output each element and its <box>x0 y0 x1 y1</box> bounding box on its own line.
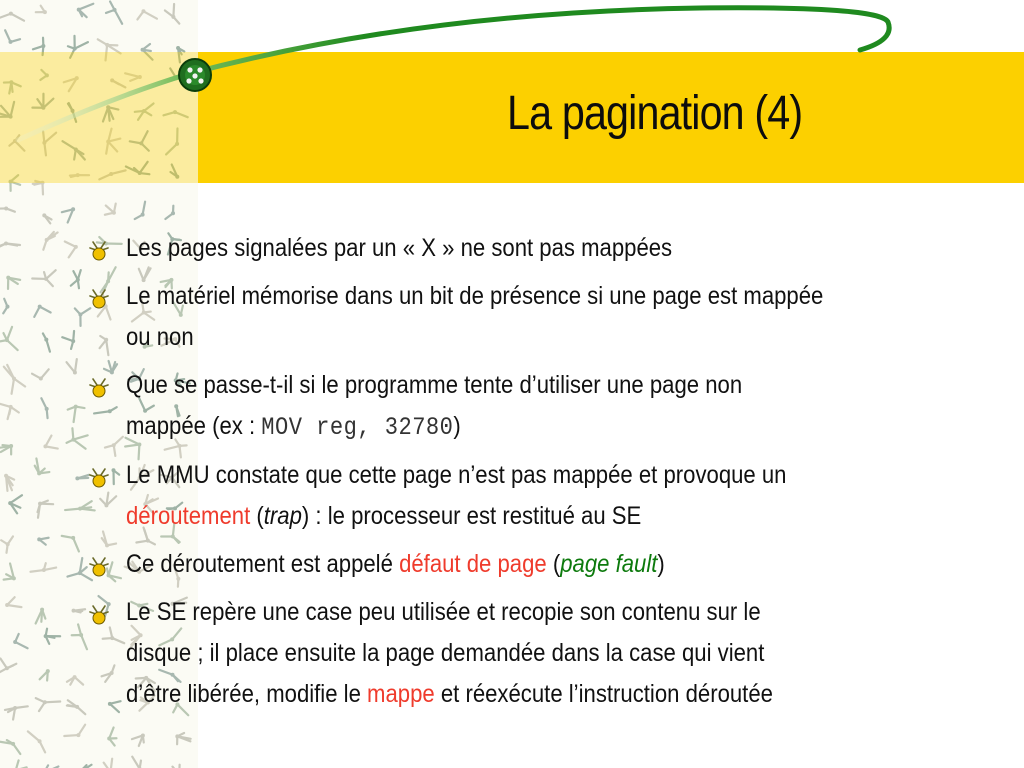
sparkle-bullet-icon <box>88 288 110 310</box>
bullet-text-line <box>126 674 915 715</box>
code-snippet: MOV reg, 32780 <box>261 413 454 442</box>
italic-term: page fault <box>560 550 658 578</box>
bullet-text: Les pages signalées par un « X » ne sont pas mappées <box>126 234 673 262</box>
sparkle-bullet-icon <box>88 240 110 262</box>
bullet-text-line <box>126 544 915 585</box>
bullet-list <box>88 228 1018 722</box>
text-segment: d’être libérée, modifie le <box>126 680 368 708</box>
text-segment: et réexécute l’instruction déroutée <box>434 680 773 708</box>
sparkle-bullet-icon <box>88 556 110 578</box>
highlight-term: défaut de page <box>399 550 547 578</box>
text-segment: ) <box>657 550 665 578</box>
bullet-item <box>88 455 1018 537</box>
text-segment: ) : le processeur est restitué au SE <box>301 502 642 530</box>
text-segment: ) <box>453 412 461 440</box>
bullet-item <box>88 544 1018 585</box>
swoosh-ornament-icon <box>179 59 211 91</box>
bullet-item <box>88 276 1018 358</box>
slide-title: La pagination (4) <box>506 87 802 140</box>
sparkle-bullet-icon <box>88 377 110 399</box>
bullet-item <box>88 365 1018 448</box>
bullet-text: disque ; il place ensuite la page demandée dans la case qui vient <box>126 639 765 667</box>
sparkle-bullet-icon <box>88 467 110 489</box>
italic-term: trap <box>263 502 302 530</box>
bullet-text: Que se passe-t-il si le programme tente d’utiliser une page non <box>126 371 743 399</box>
text-segment: Ce déroutement est appelé <box>126 550 400 578</box>
sparkle-bullet-icon <box>88 604 110 626</box>
bullet-text-line <box>126 406 915 448</box>
bullet-text: Le MMU constate que cette page n’est pas mappée et provoque un <box>126 461 787 489</box>
text-segment: mappée (ex : <box>126 412 262 440</box>
bullet-text: Le matériel mémorise dans un bit de présence si une page est mappée <box>126 282 824 310</box>
text-segment: ( <box>250 502 264 530</box>
bullet-text: Le SE repère une case peu utilisée et recopie son contenu sur le <box>126 598 761 626</box>
bullet-item <box>88 228 1018 269</box>
text-segment: ( <box>546 550 561 578</box>
bullet-text: ou non <box>126 323 194 351</box>
highlight-term: déroutement <box>126 502 251 530</box>
highlight-term: mappe <box>367 680 435 708</box>
bullet-text-line <box>126 496 915 537</box>
bullet-item <box>88 592 1018 715</box>
